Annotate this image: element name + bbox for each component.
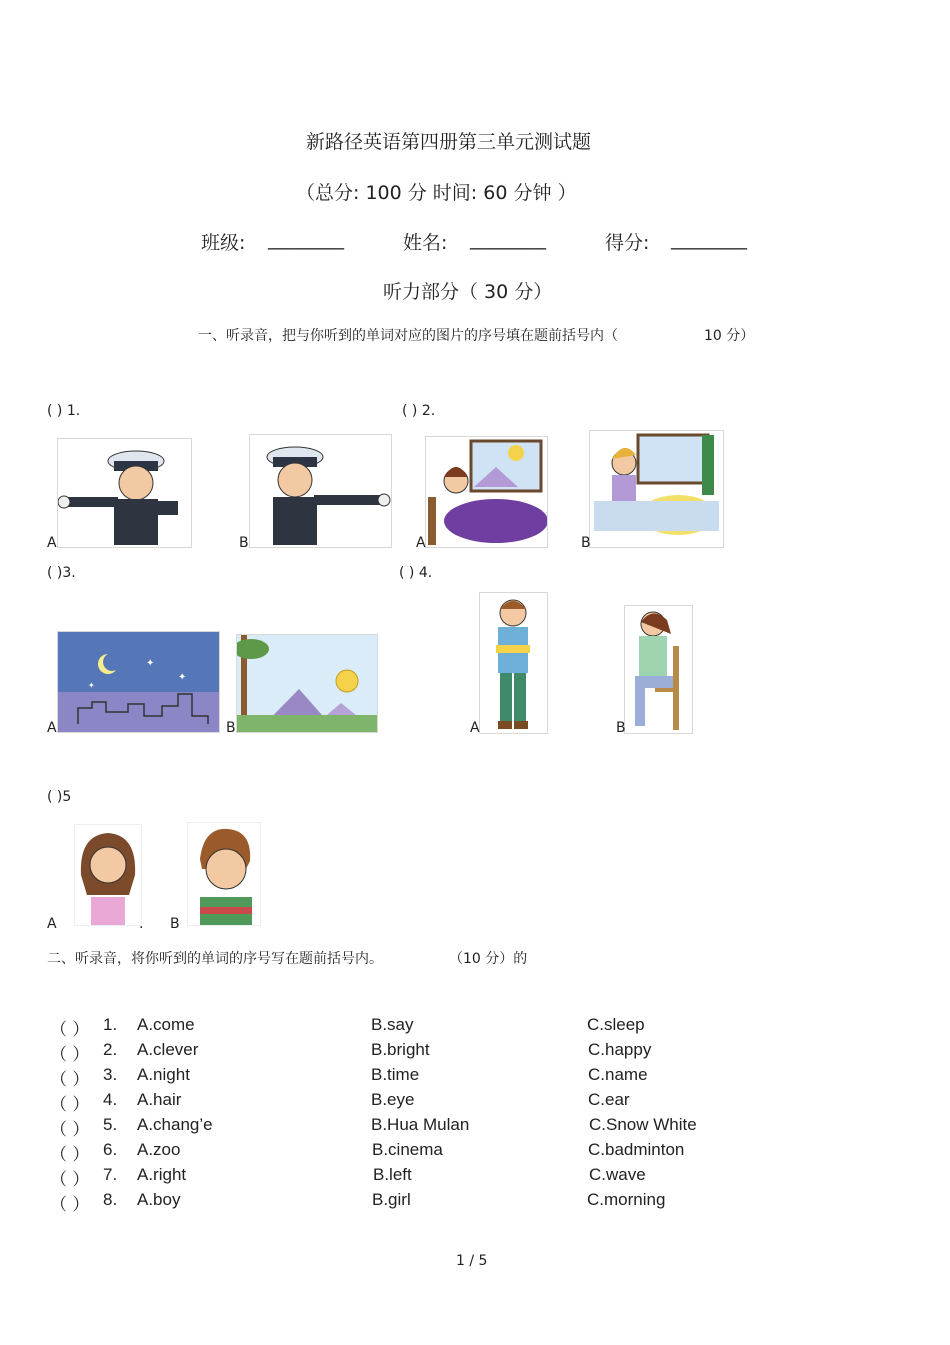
option-a: A.boy [137,1190,181,1209]
name-label: 姓名: [403,232,448,254]
option-c: C.name [588,1065,648,1084]
option-b: B.time [371,1065,420,1084]
svg-text:✦: ✦ [178,672,187,683]
q3-option-a: A [47,720,57,736]
option-c: C.wave [589,1165,646,1184]
page-title: 新路径英语第四册第三单元测试题 [306,131,592,153]
option-c: C.sleep [587,1015,645,1034]
answer-paren[interactable]: （ ） [50,1095,90,1115]
grade-label: 得分: [605,232,650,254]
score-time-line: （总分: 100 分 时间: 60 分钟 ） [296,182,577,204]
option-c: C.badminton [588,1140,685,1159]
name-blank[interactable]: ________ [470,228,546,250]
section1-instruction: 一、听录音，把与你听到的单词对应的图片的序号填在题前括号内（ [198,328,618,344]
q5-image-b [187,822,261,926]
question-3-label: ( )3. [47,565,76,581]
q4-option-a: A [470,720,480,736]
q3-image-b [236,634,378,733]
item-number: 7. [103,1165,118,1184]
q1-option-b: B [239,535,249,551]
option-b: B.say [371,1015,414,1034]
question-5-label: ( )5 [47,789,72,805]
option-a: A.night [137,1065,190,1084]
svg-text:✦: ✦ [146,658,155,669]
option-c: C.Snow White [589,1115,697,1134]
option-b: B.bright [371,1040,430,1059]
option-a: A.clever [137,1040,199,1059]
grade-blank[interactable]: ________ [671,228,747,250]
q5-option-a: A [47,916,57,932]
q4-image-b [624,605,693,734]
listening-title: 听力部分（ 30 分） [383,281,553,303]
option-a: A.zoo [137,1140,181,1159]
option-b: B.left [373,1165,412,1184]
item-number: 1. [103,1015,118,1034]
answer-paren[interactable]: （ ） [50,1020,90,1040]
q5-dot: . [139,916,144,932]
q3-image-a [57,631,220,733]
q5-option-b: B [170,916,180,932]
option-a: A.chang’e [137,1115,213,1134]
option-c: C.happy [588,1040,652,1059]
question-4-label: ( ) 4. [399,565,433,581]
q2-option-a: A [416,535,426,551]
answer-paren[interactable]: （ ） [50,1070,90,1090]
item-number: 5. [103,1115,118,1134]
item-number: 3. [103,1065,118,1084]
q1-option-a: A [47,535,57,551]
q5-image-a [74,824,142,926]
question-1-label: ( ) 1. [47,403,81,419]
option-c: C.ear [588,1090,630,1109]
page-number: 1 / 5 [456,1253,488,1269]
class-label: 班级: [201,232,246,254]
section2-instruction: 二、听录音，将你听到的单词的序号写在题前括号内。 [47,951,383,967]
option-b: B.girl [372,1190,411,1209]
q3-option-b: B [226,720,236,736]
option-a: A.right [137,1165,187,1184]
answer-paren[interactable]: （ ） [50,1045,90,1065]
class-blank[interactable]: ________ [268,228,344,250]
svg-text:✦: ✦ [88,681,95,690]
answer-paren[interactable]: （ ） [50,1195,90,1215]
item-number: 2. [103,1040,118,1059]
q1-image-a [57,438,192,548]
q2-option-b: B [581,535,591,551]
question-2-label: ( ) 2. [402,403,436,419]
q1-image-b [249,434,392,548]
option-c: C.morning [587,1190,666,1209]
q2-image-a [425,436,548,548]
item-number: 4. [103,1090,118,1109]
section1-points: 10 分） [704,328,755,344]
answer-paren[interactable]: （ ） [50,1120,90,1140]
answer-paren[interactable]: （ ） [50,1145,90,1165]
item-number: 8. [103,1190,118,1209]
option-a: A.come [137,1015,195,1034]
option-b: B.Hua Mulan [371,1115,470,1134]
option-b: B.cinema [372,1140,443,1159]
answer-paren[interactable]: （ ） [50,1170,90,1190]
q4-option-b: B [616,720,626,736]
item-number: 6. [103,1140,118,1159]
section2-points: （10 分）的 [449,951,528,967]
option-b: B.eye [371,1090,415,1109]
q2-image-b [589,430,724,548]
q4-image-a [479,592,548,734]
option-a: A.hair [137,1090,182,1109]
